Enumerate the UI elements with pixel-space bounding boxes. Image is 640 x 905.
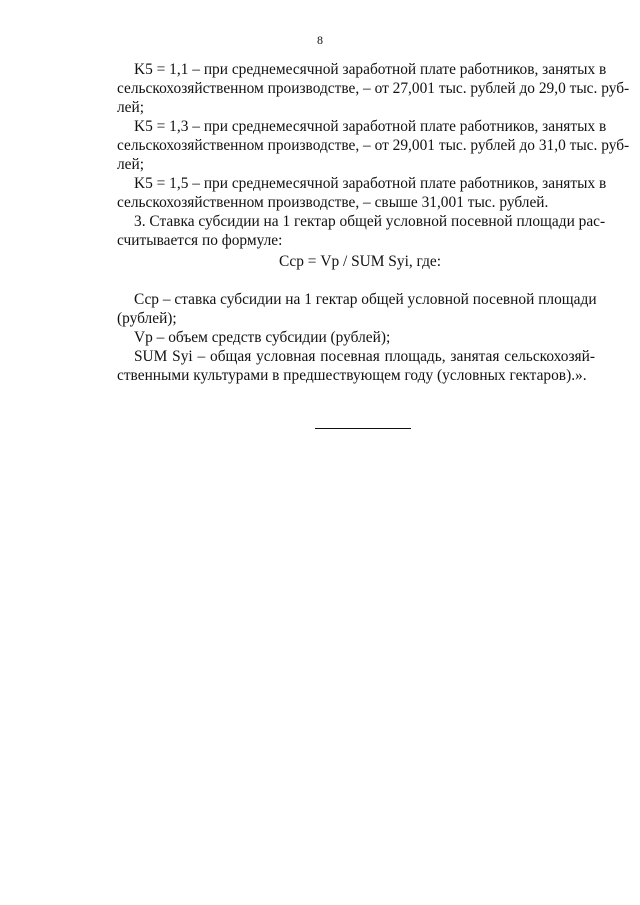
text-line: SUM Syi – общая условная посевная площадь, занятая сельскохозяй- — [134, 348, 595, 365]
text-line: Сср – ставка субсидии на 1 гектар общей условной посевной площади — [134, 291, 597, 308]
text-line: лей; — [117, 156, 145, 173]
text-line: сельскохозяйственном производстве, – от 29,001 тыс. рублей до 31,0 тыс. руб- — [117, 137, 630, 154]
text-line: K5 = 1,3 – при среднемесячной заработной плате работников, занятых в — [134, 118, 607, 135]
page-number: 8 — [317, 33, 323, 47]
text-line: сельскохозяйственном производстве, – свыше 31,001 тыс. рублей. — [117, 194, 549, 211]
text-line: K5 = 1,1 – при среднемесячной заработной плате работников, занятых в — [134, 61, 607, 78]
text-line: считывается по формуле: — [117, 232, 283, 249]
text-line: лей; — [117, 99, 145, 116]
text-line: Vp – объем средств субсидии (рублей); — [134, 329, 391, 346]
text-line: 3. Ставка субсидии на 1 гектар общей условной посевной площади рас- — [134, 213, 606, 230]
formula: Сср = Vp / SUM Syi, где: — [278, 253, 442, 270]
text-line: сельскохозяйственном производстве, – от 27,001 тыс. рублей до 29,0 тыс. руб- — [117, 80, 630, 97]
closing-rule — [315, 428, 411, 429]
text-line: (рублей); — [117, 310, 177, 327]
text-line: K5 = 1,5 – при среднемесячной заработной плате работников, занятых в — [134, 175, 607, 192]
text-line: ственными культурами в предшествующем году (условных гектаров).». — [117, 367, 587, 384]
